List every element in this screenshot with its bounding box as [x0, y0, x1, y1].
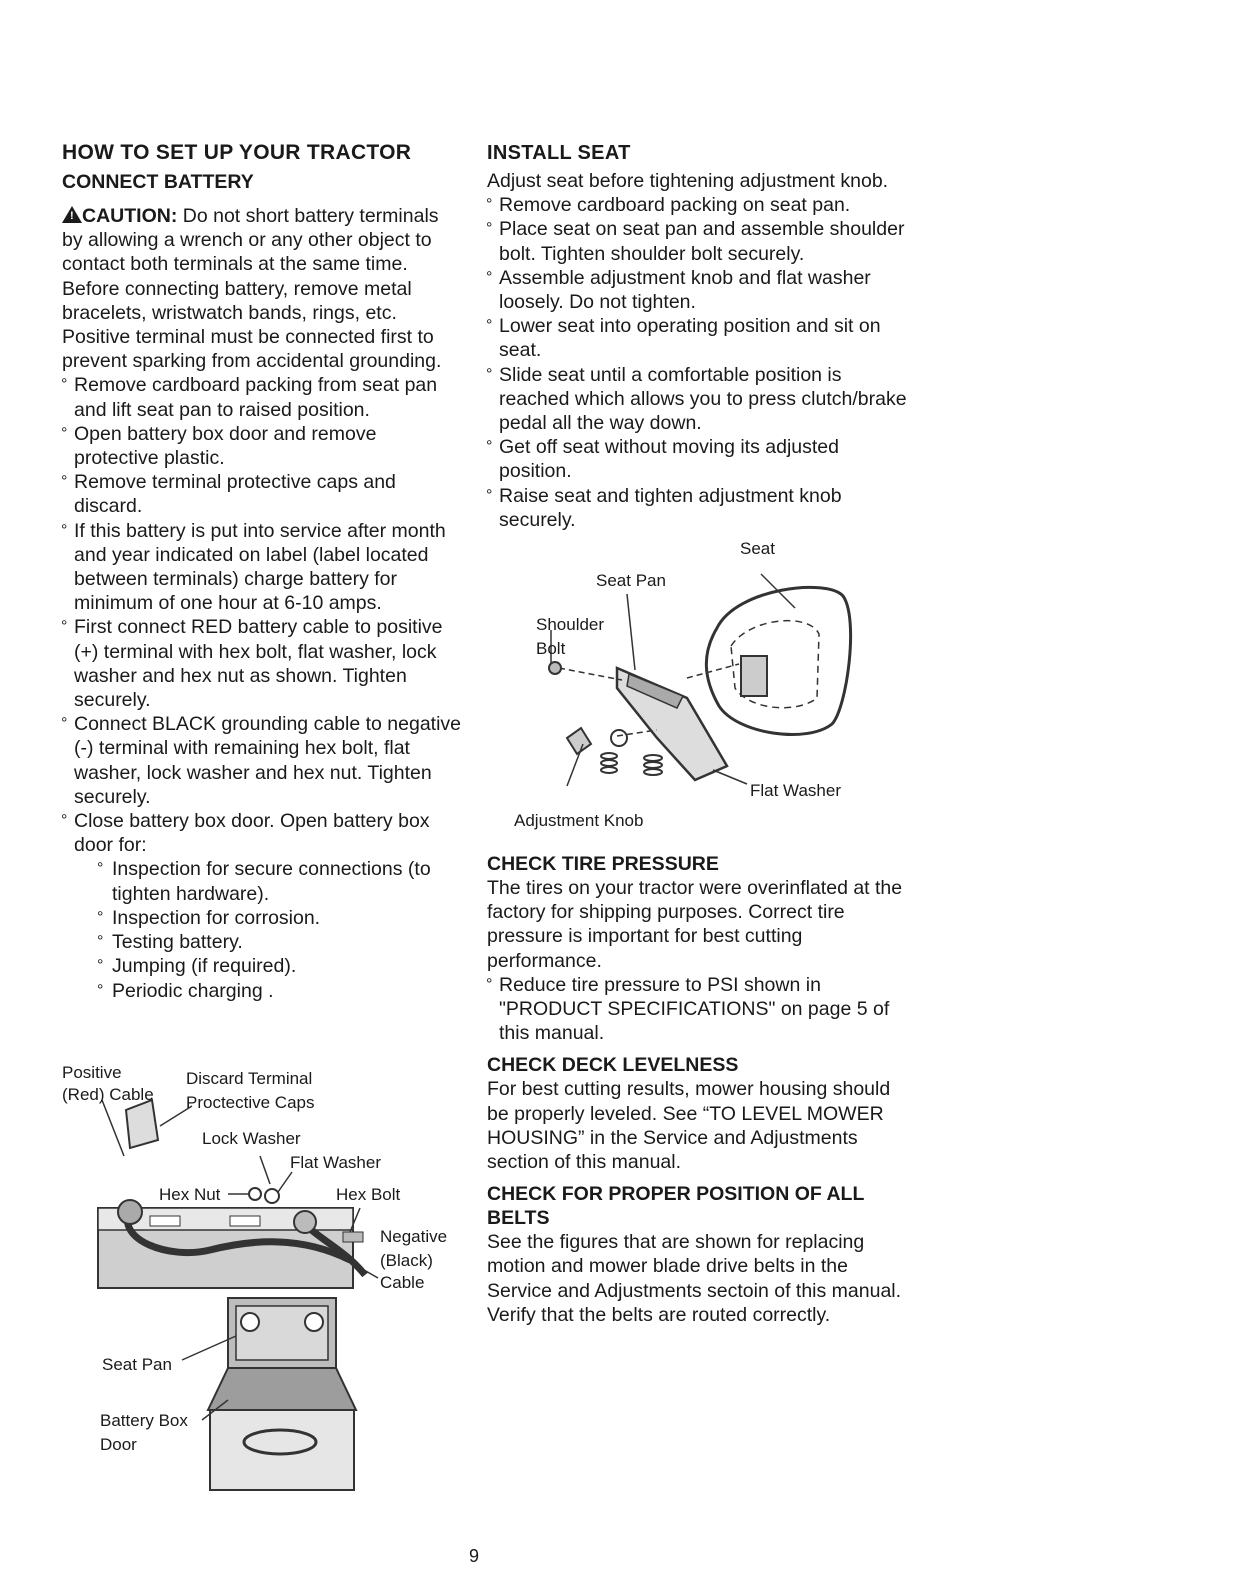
battery-door-sublist — [62, 857, 462, 1002]
shoulder-bolt-label: Bolt — [536, 639, 566, 659]
list-item: ° Connect BLACK grounding cable to negative (-) terminal with remaining hex bolt, flat washer, lock washer and hex nut. Tighten securely. — [62, 712, 462, 809]
tire-pressure-steps — [487, 973, 912, 1046]
negative-cable-label: Negative — [380, 1227, 448, 1246]
left-column — [62, 140, 462, 1003]
tire-pressure-text: The tires on your tractor were overinflated at the factory for shipping purposes. Correct tire pressure is important for best cutting performance. — [487, 877, 903, 972]
install-seat-intro: Adjust seat before tightening adjustment knob. — [487, 170, 889, 192]
list-item: ° Raise seat and tighten adjustment knob securely. — [487, 484, 912, 532]
list-item: ° Assemble adjustment knob and flat washer loosely. Do not tighten. — [487, 266, 912, 314]
list-item: ° Slide seat until a comfortable position is reached which allows you to press clutch/brake pedal all the way down. — [487, 363, 912, 436]
list-item: ° Remove terminal protective caps and discard. — [62, 470, 462, 518]
seat-diagram — [487, 538, 912, 844]
positive-cable-label: (Red) Cable — [62, 1085, 154, 1104]
list-item: ° Inspection for secure connections (to tighten hardware). — [98, 857, 462, 905]
list-item: ° Remove cardboard packing on seat pan. — [487, 193, 912, 217]
negative-cable-label: (Black) — [380, 1251, 433, 1270]
list-item: ° Close battery box door. Open battery box door for: — [62, 809, 462, 857]
list-item: ° Lower seat into operating position and sit on seat. — [487, 314, 912, 362]
connect-battery-heading: CONNECT BATTERY — [62, 171, 254, 193]
list-item: ° Jumping (if required). — [98, 954, 462, 978]
flat-washer-label: Flat Washer — [290, 1153, 382, 1172]
list-item: ° Remove cardboard packing from seat pan and lift seat pan to raised position. — [62, 373, 462, 421]
page-number: 9 — [469, 1546, 480, 1566]
caution-label: CAUTION: — [82, 205, 178, 227]
list-item: ° Testing battery. — [98, 930, 462, 954]
lock-washer-label: Lock Washer — [202, 1129, 301, 1148]
list-item: ° Open battery box door and remove protective plastic. — [62, 422, 462, 470]
adjustment-knob-label: Adjustment Knob — [514, 811, 644, 831]
right-column — [487, 140, 912, 1327]
battery-box-door-label: Battery Box — [100, 1411, 188, 1430]
deck-levelness-text: For best cutting results, mower housing should be properly leveled. See “TO LEVEL MOWER HOUSING” in the Service and Adjustments section of this manual. — [487, 1078, 891, 1174]
list-item: ° Place seat on seat pan and assemble shoulder bolt. Tighten shoulder bolt securely. — [487, 217, 912, 265]
negative-cable-label: Cable — [380, 1273, 425, 1292]
seat-pan-label: Seat Pan — [102, 1355, 172, 1374]
install-seat-steps — [487, 193, 912, 532]
install-seat-heading: INSTALL SEAT — [487, 142, 631, 164]
hex-nut-label: Hex Nut — [159, 1185, 221, 1204]
flat-washer-label: Flat Washer — [750, 781, 842, 801]
tire-pressure-heading: CHECK TIRE PRESSURE — [487, 853, 719, 876]
list-item: ° Periodic charging . — [98, 979, 462, 1003]
battery-box-door-label: Door — [100, 1435, 137, 1454]
list-item: ° First connect RED battery cable to positive (+) terminal with hex bolt, flat washer, lock washer and hex nut as shown. Tighten securely. — [62, 615, 462, 712]
seat-figure — [487, 538, 912, 844]
list-item: ° Inspection for corrosion. — [98, 906, 462, 930]
discard-caps-label: Discard Terminal — [186, 1069, 313, 1088]
battery-steps-list — [62, 373, 462, 857]
warning-triangle-icon: ! — [62, 206, 82, 223]
list-item: ° If this battery is put into service after month and year indicated on label (label located between terminals) charge battery for minimum of one hour at 6-10 amps. — [62, 519, 462, 616]
seat-pan-label: Seat Pan — [596, 571, 666, 591]
list-item: ° Reduce tire pressure to PSI shown in "PRODUCT SPECIFICATIONS" on page 5 of this manual. — [487, 973, 912, 1046]
caution-text: Do not short battery terminals by allowing a wrench or any other object to contact both terminals at the same time. Before connecting battery, remove metal bracelets, wristwatch bands, rings, etc. Positive terminal must be connected first to prevent sparking from accidental grounding. — [62, 205, 442, 373]
seat-label: Seat — [740, 539, 775, 559]
deck-levelness-heading: CHECK DECK LEVELNESS — [487, 1054, 739, 1077]
shoulder-bolt-label: Shoulder — [536, 615, 605, 635]
hex-bolt-label: Hex Bolt — [336, 1185, 401, 1204]
positive-cable-label: Positive — [62, 1063, 122, 1082]
list-item: ° Get off seat without moving its adjusted position. — [487, 435, 912, 483]
belts-text: See the figures that are shown for replacing motion and mower blade drive belts in the Service and Adjustments sectoin of this manual. Verify that the belts are routed correctly. — [487, 1231, 902, 1326]
belts-heading: CHECK FOR PROPER POSITION OF ALL BELTS — [487, 1183, 865, 1230]
battery-connection-figure — [60, 1060, 480, 1500]
caution-paragraph — [62, 204, 462, 373]
discard-caps-label: Proctective Caps — [186, 1093, 315, 1112]
page-title: HOW TO SET UP YOUR TRACTOR — [62, 141, 412, 164]
